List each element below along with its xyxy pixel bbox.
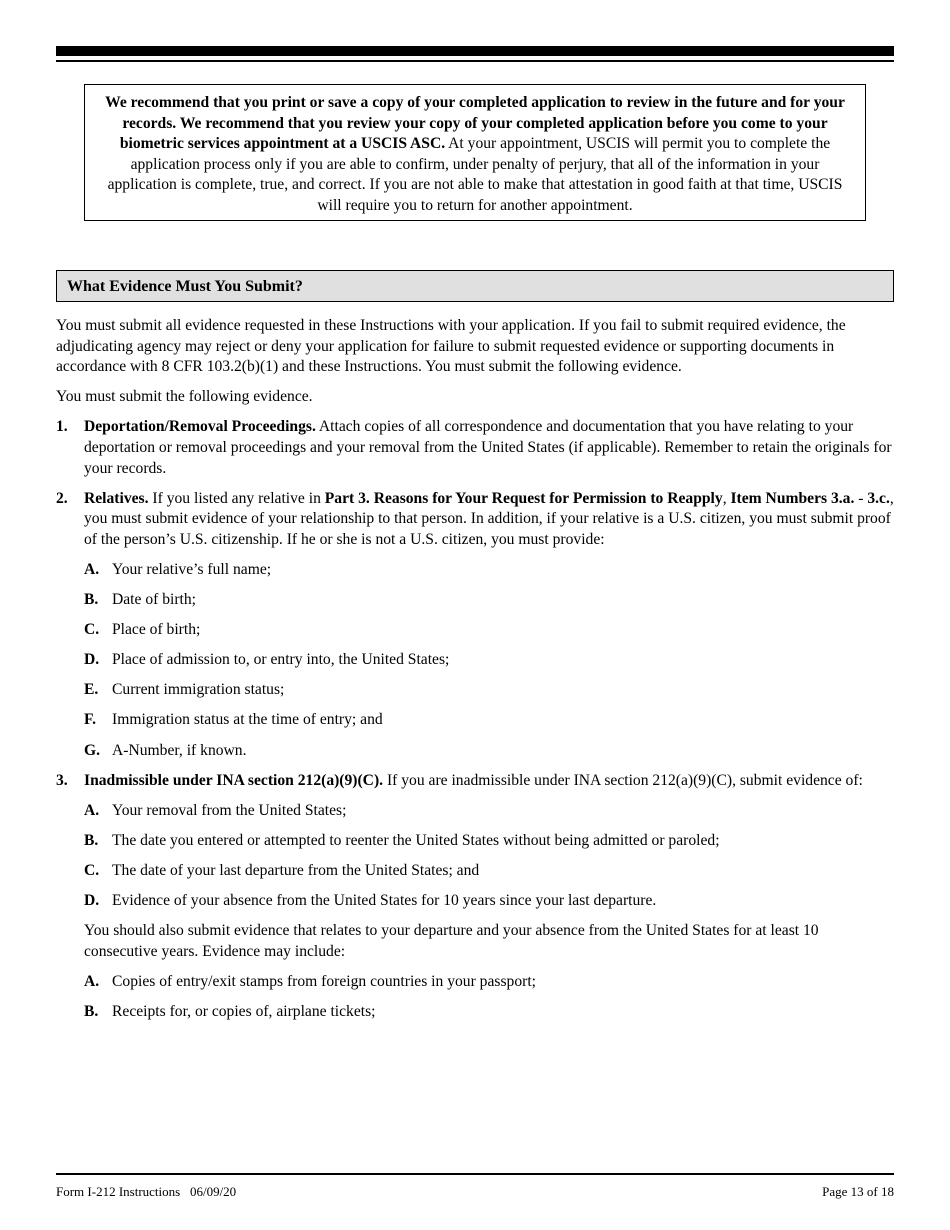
- item-title: Inadmissible under INA section 212(a)(9)(C).: [84, 771, 384, 789]
- sub-item-text: Place of admission to, or entry into, the United States;: [112, 651, 450, 669]
- sub-item: [84, 710, 896, 731]
- item-text: -: [854, 489, 868, 507]
- sub-item: [84, 590, 896, 611]
- sub-item-letter: D.: [84, 651, 100, 669]
- sub-item-text: The date of your last departure from the United States; and: [112, 861, 480, 879]
- intro-paragraph: You must submit all evidence requested in these Instructions with your application. If you fail to submit required evidence, the adjudicating agency may reject or deny your application for failure to submit requested evidence or supporting documents in accordance with 8 CFR 103.2(b)(1) and these Instructions. You must submit the following evidence.: [56, 317, 846, 376]
- sub-item: [84, 831, 896, 852]
- sub-item-text: Your removal from the United States;: [112, 801, 347, 819]
- item-text: If you listed any relative in: [148, 489, 325, 507]
- sub-item: [84, 741, 896, 762]
- item-reference: 3.c.: [867, 489, 890, 507]
- item-number: 2.: [56, 489, 68, 507]
- notice-text: At your appointment, USCIS will permit you to complete the application process only if you are able to confirm, under penalty of perjury, that all of the information in your application is complete, true, and correct. If you are not able to make that attestation in good faith at that time, USCIS will require you to return for another appointment.: [107, 135, 843, 214]
- page-number: Page 13 of 18: [822, 1184, 894, 1199]
- sub-item-letter: E.: [84, 681, 99, 699]
- item-number: 1.: [56, 418, 68, 436]
- sub-item-text: Your relative’s full name;: [112, 560, 272, 578]
- notice-box: [84, 84, 866, 221]
- sub-item-text: Receipts for, or copies of, airplane tickets;: [112, 1002, 376, 1020]
- sub-item-letter: A.: [84, 560, 100, 578]
- header-rule-thick: [56, 46, 894, 56]
- sub-item-letter: C.: [84, 621, 100, 639]
- part-reference: Part 3. Reasons for Your Request for Permission to Reapply: [324, 489, 723, 507]
- sub-item-letter: F.: [84, 711, 96, 729]
- list-item-3: [56, 771, 896, 792]
- sub-item-letter: G.: [84, 741, 101, 759]
- sub-item: [84, 650, 896, 671]
- footer-rule: [56, 1173, 894, 1175]
- sub-item: [84, 891, 896, 912]
- sub-item-text: Evidence of your absence from the United States for 10 years since your last departure.: [112, 891, 657, 909]
- sub-item: [84, 680, 896, 701]
- item-text: , you must submit evidence of your relationship to that person. In addition, if your relative is a U.S. citizen, you must submit proof of the person’s U.S. citizenship. If he or she is not a U.S. citizen, you must provide:: [84, 489, 894, 548]
- item-number: 3.: [56, 771, 68, 789]
- header-rule-thin: [56, 60, 894, 62]
- sub-item-text: Place of birth;: [112, 621, 201, 639]
- sub-item: [84, 1002, 896, 1023]
- sub-item-letter: B.: [84, 831, 99, 849]
- sub-item-text: The date you entered or attempted to reenter the United States without being admitted or paroled;: [112, 831, 720, 849]
- sub-item-text: A-Number, if known.: [112, 741, 247, 759]
- section-title: What Evidence Must You Submit?: [56, 270, 894, 302]
- sub-item-letter: A.: [84, 972, 100, 990]
- intro-paragraph-2: You must submit the following evidence.: [56, 388, 313, 406]
- sub-item: [84, 801, 896, 822]
- item-text: ,: [722, 489, 731, 507]
- sub-item: [84, 972, 896, 993]
- sub-item: [84, 620, 896, 641]
- sub-item-letter: B.: [84, 591, 99, 609]
- item-text: If you are inadmissible under INA section 212(a)(9)(C), submit evidence of:: [383, 771, 863, 789]
- sub-item-letter: B.: [84, 1002, 99, 1020]
- evidence-paragraph: You should also submit evidence that relates to your departure and your absence from the United States for at least 10 consecutive years. Evidence may include:: [84, 922, 819, 960]
- sub-item-letter: A.: [84, 801, 100, 819]
- sub-item-letter: C.: [84, 861, 100, 879]
- item-title: Deportation/Removal Proceedings.: [84, 418, 316, 436]
- document-body: [56, 316, 896, 1032]
- item-reference: Item Numbers 3.a.: [730, 489, 855, 507]
- sub-item-text: Immigration status at the time of entry; and: [112, 711, 383, 729]
- list-item-1: [56, 417, 896, 479]
- item-text: Attach copies of all correspondence and documentation that you have relating to your deportation or removal proceedings and your removal from the United States (if applicable). Remember to retain the originals for your records.: [84, 418, 892, 477]
- sub-item-text: Current immigration status;: [112, 681, 285, 699]
- sub-item-letter: D.: [84, 891, 100, 909]
- sub-item-text: Date of birth;: [112, 591, 197, 609]
- footer: [56, 1182, 894, 1203]
- notice-bold-text: We recommend that you print or save a copy of your completed application to review in the future and for your records. We recommend that you review your copy of your completed application before you come to your biometric services appointment at a USCIS ASC.: [105, 94, 845, 153]
- sub-item-text: Copies of entry/exit stamps from foreign countries in your passport;: [112, 972, 536, 990]
- list-item-2: [56, 489, 896, 551]
- form-id: Form I-212 Instructions 06/09/20: [56, 1184, 237, 1199]
- item-title: Relatives.: [84, 489, 149, 507]
- sub-item: [84, 560, 896, 581]
- sub-item: [84, 861, 896, 882]
